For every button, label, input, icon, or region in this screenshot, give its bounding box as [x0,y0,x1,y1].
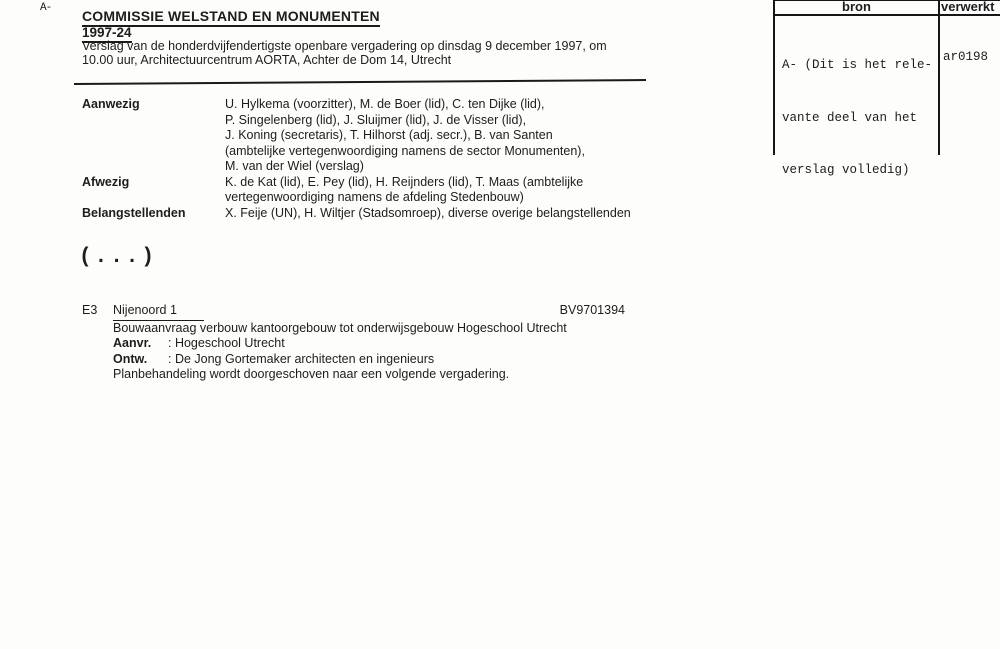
attendance-line: P. Singelenberg (lid), J. Sluijmer (lid), J. de Visser (lid), [225,112,527,127]
attendance-row-afwezig [82,175,657,206]
agenda-item-description: Bouwaanvraag verbouw kantoorgebouw tot onderwijsgebouw Hogeschool Utrecht [113,320,567,335]
meeting-description-line1: Verslag van de honderdvijfendertigste openbare vergadering op dinsdag 9 december 1997, om [82,39,607,53]
agenda-item-reference: BV9701394 [559,303,625,317]
attendance-value [225,97,657,175]
document-number-text: 1997-24 [82,25,132,43]
attendance-line: U. Hylkema (voorzitter), M. de Boer (lid), C. ten Dijke (lid), [225,97,545,111]
agenda-item-title: Nijenoord 1 [113,303,204,321]
bron-note-line: verslag volledig) [782,163,910,177]
bron-note-line: A- (Dit is het rele- [782,58,933,72]
margin-section-mark: A- [40,2,52,14]
margin-table-header-verwerkt: verwerkt [941,0,995,14]
margin-table-column-separator [938,0,940,155]
agenda-item-note: Planbehandeling wordt doorgeschoven naar een volgende vergadering. [113,367,510,381]
margin-table-left-border [773,0,775,155]
attendance-section [82,97,657,221]
attendance-label: Belangstellenden [82,205,186,220]
attendance-row-aanwezig [82,97,657,175]
attendance-value [225,175,657,206]
agenda-item-code: E3 [82,303,98,317]
horizontal-divider [74,79,646,85]
agenda-field-aanvrager [113,336,625,352]
margin-table-header-underline [773,14,1000,16]
attendance-label: Afwezig [82,174,130,189]
attendance-line: (ambtelijke vertegenwoordiging namens de sector Monumenten), [225,143,585,158]
bron-note-line: vante deel van het [782,110,918,125]
attendance-line: M. van der Wiel (verslag) [225,159,364,173]
agenda-item-e3 [82,303,625,383]
attendance-line: vertegenwoordiging namens de afdeling Stedenbouw) [225,190,524,204]
agenda-item-body [113,321,625,383]
margin-table-processed-code: ar0198 [943,50,989,64]
attendance-line: J. Koning (secretaris), T. Hilhorst (adj. secr.), B. van Santen [225,128,553,142]
attendance-label: Aanwezig [82,97,140,111]
attendance-line: K. de Kat (lid), E. Pey (lid), H. Reijnders (lid), T. Maas (ambtelijke [225,174,584,189]
omission-mark: (...) [79,246,158,269]
agenda-field-label: Aanvr. [113,336,152,350]
attendance-row-belangstellenden [82,206,657,222]
attendance-value [225,206,657,222]
agenda-item-header [82,303,625,321]
agenda-field-value: : Hogeschool Utrecht [168,336,285,350]
agenda-field-value: : De Jong Gortemaker architecten en ingenieurs [168,351,435,366]
margin-table-bron-note [782,22,932,215]
agenda-field-ontwerper [113,352,625,368]
meeting-description-line2: 10.00 uur, Architectuurcentrum AORTA, Achter de Dom 14, Utrecht [82,53,452,67]
margin-table-header-bron: bron [842,0,871,14]
document-title-text: COMMISSIE WELSTAND EN MONUMENTEN [82,8,380,27]
agenda-field-label: Ontw. [113,351,148,366]
attendance-line: X. Feije (UN), H. Wiltjer (Stadsomroep), diverse overige belangstellenden [225,205,631,220]
